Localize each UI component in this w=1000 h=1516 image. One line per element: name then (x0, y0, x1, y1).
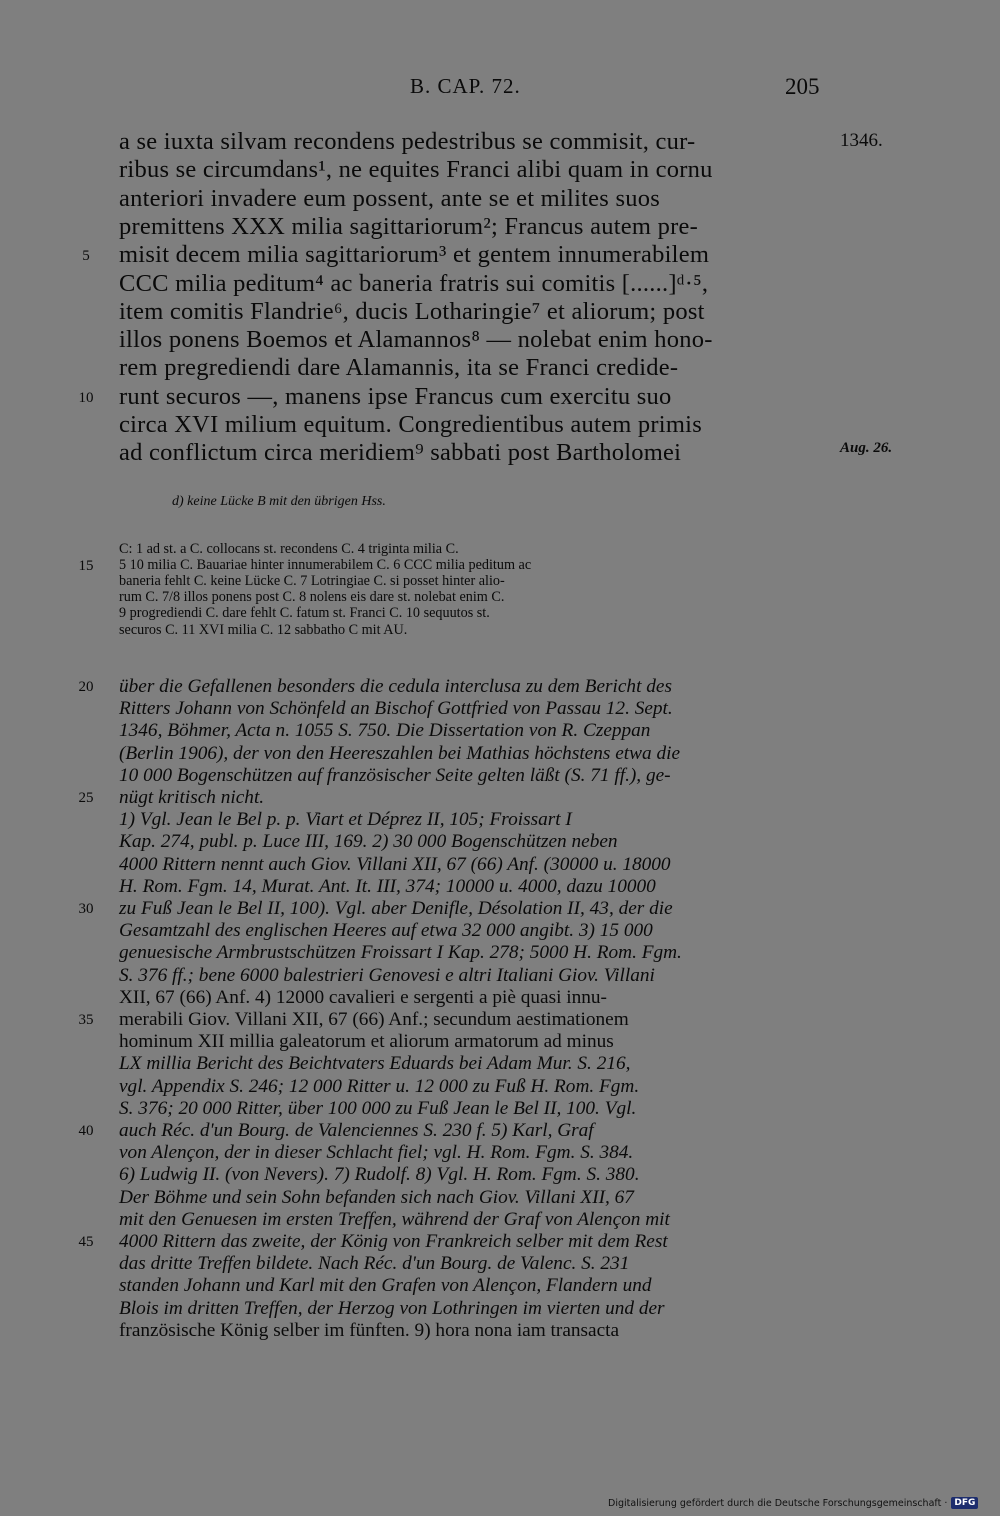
margin-date: Aug. 26. (840, 440, 893, 456)
text-line: misit decem milia sagittariorum³ et gentem innumerabilem (119, 241, 710, 269)
text-line: ad conflictum circa meridiem⁹ sabbati post Bartholomei (119, 439, 682, 467)
text-line: Gesamtzahl des englischen Heeres auf etwa 32 000 angibt. 3) 15 000 (119, 920, 653, 942)
line-number: 10 (78, 389, 94, 406)
line-number: 15 (78, 558, 94, 575)
text-line: merabili Giov. Villani XII, 67 (66) Anf.; secundum aestimationem (119, 1009, 629, 1030)
text-line: auch Réc. d'un Bourg. de Valenciennes S. 230 f. 5) Karl, Graf (119, 1120, 594, 1141)
footer-text: Digitalisierung gefördert durch die Deutsche Forschungsgemeinschaft · (608, 1497, 948, 1509)
text-line: 4000 Rittern nennt auch Giov. Villani XII, 67 (66) Anf. (30000 u. 18000 (119, 853, 671, 875)
text-line: 5 10 milia C. Bauariae hinter innumerabilem C. 6 CCC milia peditum ac (119, 557, 532, 574)
line-number: 5 (82, 248, 90, 265)
text-line: 10 000 Bogenschützen auf französischer Seite gelten läßt (S. 71 ff.), ge- (119, 764, 671, 786)
running-header: B. CAP. 72. (410, 74, 521, 98)
text-line: von Alençon, der in dieser Schlacht fiel; vgl. H. Rom. Fgm. S. 384. (119, 1142, 634, 1164)
margin-year: 1346. (840, 130, 883, 151)
text-line: genuesische Armbrustschützen Froissart I Kap. 278; 5000 H. Rom. Fgm. (119, 942, 682, 964)
text-line: a se iuxta silvam recondens pedestribus se commisit, cur- (119, 128, 696, 155)
text-line: Ritters Johann von Schönfeld an Bischof Gottfried von Passau 12. Sept. (119, 698, 673, 720)
text-line: über die Gefallenen besonders die cedula interclusa zu dem Bericht des (119, 676, 672, 697)
text-line: S. 376 ff.; bene 6000 balestrieri Genovesi e altri Italiani Giov. Villani (119, 964, 655, 986)
text-line: Kap. 274, publ. p. Luce III, 169. 2) 30 000 Bogenschützen neben (119, 831, 618, 853)
text-line: baneria fehlt C. keine Lücke C. 7 Lotringiae C. si posset hinter alio- (119, 573, 505, 590)
footer-credit (608, 1497, 978, 1509)
text-line: (Berlin 1906), der von den Heereszahlen bei Mathias höchstens etwa die (119, 742, 681, 764)
text-line: 4000 Rittern das zweite, der König von Frankreich selber mit dem Rest (119, 1231, 668, 1252)
text-line: Blois im dritten Treffen, der Herzog von Lothringen im vierten und der (119, 1297, 665, 1319)
line-number: 35 (78, 1012, 94, 1028)
text-line: 9 progrediendi C. dare fehlt C. fatum st. Franci C. 10 sequutos st. (119, 605, 490, 622)
line-number: 45 (78, 1234, 94, 1250)
text-line: rum C. 7/8 illos ponens post C. 8 nolens eis dare st. nolebat enim C. (119, 589, 505, 606)
text-line: nügt kritisch nicht. (119, 787, 265, 808)
text-line: runt securos —, manens ipse Francus cum exercitu suo (119, 382, 672, 410)
text-line: securos C. 11 XVI milia C. 12 sabbatho C mit AU. (119, 621, 408, 638)
variant-note: d) keine Lücke B mit den übrigen Hss. (172, 494, 386, 509)
text-line: anteriori invadere eum possent, ante se et milites suos (119, 184, 661, 212)
text-line: premittens XXX milia sagittariorum²; Francus autem pre- (119, 212, 699, 240)
text-line: 6) Ludwig II. (von Nevers). 7) Rudolf. 8) Vgl. H. Rom. Fgm. S. 380. (119, 1164, 640, 1186)
text-line: ribus se circumdans¹, ne equites Franci alibi quam in cornu (119, 156, 713, 184)
text-line: 1) Vgl. Jean le Bel p. p. Viart et Déprez II, 105; Froissart I (119, 809, 572, 831)
line-number: 40 (78, 1123, 94, 1139)
text-line: S. 376; 20 000 Ritter, über 100 000 zu Fuß Jean le Bel II, 100. Vgl. (119, 1097, 637, 1119)
text-line: Der Böhme und sein Sohn befanden sich nach Giov. Villani XII, 67 (119, 1186, 634, 1208)
text-line: das dritte Treffen bildete. Nach Réc. d'un Bourg. de Valenc. S. 231 (119, 1253, 630, 1275)
dfg-logo: DFG (951, 1497, 978, 1509)
text-line: hominum XII millia galeatorum et aliorum armatorum ad minus (119, 1031, 614, 1053)
text-line: 1346, Böhmer, Acta n. 1055 S. 750. Die Dissertation von R. Czeppan (119, 720, 651, 742)
line-number: 25 (78, 790, 94, 806)
text-line: LX millia Bericht des Beichtvaters Eduards bei Adam Mur. S. 216, (119, 1053, 631, 1075)
text-line: illos ponens Boemos et Alamannos⁸ — nolebat enim hono- (119, 326, 713, 354)
text-line: H. Rom. Fgm. 14, Murat. Ant. It. III, 374; 10000 u. 4000, dazu 10000 (119, 875, 656, 897)
text-line: zu Fuß Jean le Bel II, 100). Vgl. aber Denifle, Désolation II, 43, der die (119, 898, 673, 919)
line-number: 20 (78, 679, 94, 695)
text-line: standen Johann und Karl mit den Grafen von Alençon, Flandern und (119, 1275, 652, 1297)
line-number: 30 (78, 901, 94, 917)
page-number: 205 (785, 74, 820, 99)
text-line: französische König selber im fünften. 9) hora nona iam transacta (119, 1319, 620, 1341)
text-line: mit den Genuesen im ersten Treffen, während der Graf von Alençon mit (119, 1208, 670, 1230)
text-line: item comitis Flandrie⁶, ducis Lotharingie⁷ et aliorum; post (119, 297, 705, 325)
text-line: circa XVI milium equitum. Congredientibus autem primis (119, 411, 703, 438)
text-line: rem pregrediendi dare Alamannis, ita se Franci credide- (119, 354, 679, 382)
text-line: CCC milia peditum⁴ ac baneria fratris sui comitis [......]ᵈ·⁵, (119, 269, 709, 297)
text-line: XII, 67 (66) Anf. 4) 12000 cavalieri e sergenti a piè quasi innu- (119, 986, 607, 1008)
text-line: vgl. Appendix S. 246; 12 000 Ritter u. 12 000 zu Fuß H. Rom. Fgm. (119, 1075, 640, 1097)
text-line: C: 1 ad st. a C. collocans st. recondens C. 4 triginta milia C. (119, 541, 459, 557)
